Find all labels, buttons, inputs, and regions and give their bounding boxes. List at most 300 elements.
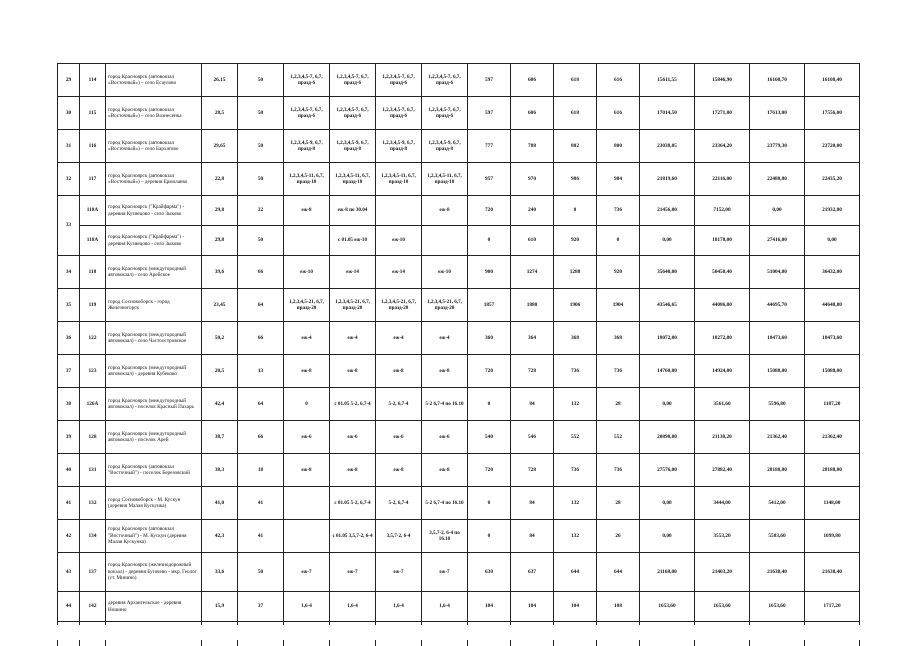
table-row [58,64,860,97]
amount-period-3: 28188,80 [750,454,805,487]
table-row [58,421,860,454]
row-number: 29 [58,64,80,97]
schedule-period-4: еж-4 [422,322,468,355]
table-row [58,226,860,256]
route-code: 128 [80,421,106,454]
row-number: 35 [58,289,80,322]
row-number: 40 [58,454,80,487]
schedule-period-2: еж-8 [330,454,376,487]
route-code: 123 [80,355,106,388]
amount-period-2: 17271,00 [695,97,750,130]
seat-capacity: 50 [238,163,284,196]
amount-period-1: 21456,00 [640,196,695,226]
amount-period-1: 0,00 [640,487,695,520]
schedule-period-4: 1,2,3,4,5-9, 6,7, празд-8 [422,130,468,163]
trips-period-4: 644 [597,553,640,592]
table-row [58,388,860,421]
schedule-period-3: 1,2,3,4,5-9, 6,7, празд-8 [376,130,422,163]
schedule-period-3: еж-7 [376,553,422,592]
schedule-period-3: еж-6 [376,421,422,454]
seat-capacity: 22 [238,196,284,226]
table-row [58,196,860,226]
amount-period-4: 1717,20 [805,592,860,622]
schedule-table-body [58,64,860,646]
amount-period-2: 3444,00 [695,487,750,520]
route-code: 117 [80,163,106,196]
route-name: деревня Архангельское - деревня Ношино [106,592,202,622]
route-name: город Красноярск (автовокзал «Восточный») – село Вознесенка [106,97,202,130]
trips-period-4: 28 [597,388,640,421]
trips-period-2: 728 [511,355,554,388]
amount-period-3: 51004,80 [750,256,805,289]
amount-period-2: 7152,00 [695,196,750,226]
schedule-period-2: 1,2,3,4,5-11, 6,7, празд-10 [330,163,376,196]
schedule-period-3 [376,196,422,226]
row-number: 31 [58,130,80,163]
schedule-period-1 [284,520,330,553]
trips-period-3: 0 [554,196,597,226]
schedule-period-4: 5-2 6,7-4 по 16.10 [422,487,468,520]
amount-period-3: 16160,70 [750,64,805,97]
schedule-period-3: еж-8 [376,355,422,388]
table-row [58,454,860,487]
row-number: 37 [58,355,80,388]
amount-period-4: 1099,80 [805,520,860,553]
table-row [58,289,860,322]
schedule-period-1: 1,2,3,4,5-11, 6,7, празд-10 [284,163,330,196]
amount-period-3: 44695,70 [750,289,805,322]
amount-period-4: 28188,80 [805,454,860,487]
trips-period-4: 1904 [597,289,640,322]
distance-km: 39,6 [202,256,238,289]
row-number: 38 [58,388,80,421]
schedule-period-1: 1,2,3,4,5-7, 6,7, празд-6 [284,97,330,130]
route-name: город Красноярск (междугородный автовокзал) - село Частоостровское [106,322,202,355]
trips-period-1: 720 [468,196,511,226]
amount-period-1: 23038,05 [640,130,695,163]
schedule-period-1: 1,2,3,4,5-21, 6,7, празд-20 [284,289,330,322]
distance-km: 38,7 [202,421,238,454]
schedule-period-1: еж-10 [284,256,330,289]
trips-period-4: 736 [597,196,640,226]
seat-capacity: 50 [238,97,284,130]
schedule-period-4: 1,6-4 [422,592,468,622]
row-number: 30 [58,97,80,130]
trips-period-4: 108 [597,592,640,622]
trips-period-4: 28 [597,487,640,520]
schedule-period-4: еж-6 [422,421,468,454]
table-row [58,355,860,388]
schedule-period-4: еж-7 [422,553,468,592]
amount-period-1: 20898,00 [640,421,695,454]
schedule-period-4: 1,2,3,4,5-7, 6,7, празд-6 [422,97,468,130]
seat-capacity: 50 [238,553,284,592]
schedule-period-4: еж-8 [422,454,468,487]
trips-period-2: 84 [511,520,554,553]
seat-capacity: 66 [238,421,284,454]
trips-period-2: 104 [511,592,554,622]
schedule-period-1 [284,487,330,520]
amount-period-3: 27416,00 [750,226,805,256]
route-name: город Красноярск (автовокзал "Восточный") - поселок Березовский [106,454,202,487]
trips-period-1: 597 [468,97,511,130]
schedule-period-4: 1,2,3,4,5-11, 6,7, празд-10 [422,163,468,196]
table-row [58,256,860,289]
route-name: город Сосновоборск - М. Кускун (деревня Малая Кускунка) [106,487,202,520]
schedule-period-3: еж-8 [376,454,422,487]
schedule-period-1: 1,2,3,4,5-9, 6,7, празд-8 [284,130,330,163]
distance-km: 50,2 [202,322,238,355]
trips-period-3: 1906 [554,289,597,322]
schedule-period-2: с 01.05 3,5,7-2, 6-4 [330,520,376,553]
route-code: 126А [80,388,106,421]
schedule-period-2: еж-8 по 30.04 [330,196,376,226]
amount-period-1: 18072,00 [640,322,695,355]
schedule-period-1: еж-7 [284,553,330,592]
amount-period-3: 17613,00 [750,97,805,130]
schedule-period-3: 1,2,3,4,5-7, 6,7, празд-6 [376,97,422,130]
table-row [58,163,860,196]
amount-period-1: 27576,00 [640,454,695,487]
route-code: 122 [80,322,106,355]
trips-period-4: 616 [597,97,640,130]
schedule-period-1: еж-8 [284,355,330,388]
seat-capacity: 41 [238,487,284,520]
schedule-period-4: 5-2 6,7-4 по 16.10 [422,388,468,421]
amount-period-2: 21403,20 [695,553,750,592]
trips-period-4: 552 [597,421,640,454]
trips-period-2: 1274 [511,256,554,289]
route-code: 119 [80,289,106,322]
trips-period-1: 720 [468,355,511,388]
route-name: город Красноярск ("Крайфарма") - деревня Кузнецово - село Зыково [106,226,202,256]
amount-period-1: 1653,60 [640,592,695,622]
amount-period-2: 50450,40 [695,256,750,289]
schedule-period-1: еж-4 [284,322,330,355]
route-name: город Сосновоборск - город Железногорск [106,289,202,322]
trips-period-1: 900 [468,256,511,289]
route-name: город Красноярск (автовокзал «Восточный») – село Бархатово [106,130,202,163]
schedule-period-3: 1,2,3,4,5-7, 6,7, празд-6 [376,64,422,97]
schedule-period-4: еж-10 [422,256,468,289]
seat-capacity: 13 [238,355,284,388]
amount-period-4: 1148,00 [805,487,860,520]
row-number: 34 [58,256,80,289]
trips-period-3: 736 [554,355,597,388]
schedule-period-3: 5-2, 6,7-4 [376,487,422,520]
seat-capacity: 66 [238,256,284,289]
trips-period-1: 540 [468,421,511,454]
trips-period-2: 610 [511,226,554,256]
amount-period-3: 18473,60 [750,322,805,355]
trips-period-3: 104 [554,592,597,622]
amount-period-1: 0,00 [640,226,695,256]
route-code: 132 [80,487,106,520]
trips-period-2: 546 [511,421,554,454]
route-name: город Красноярск (автовокзал "Восточный") - М. Кускун (деревня Малая Кускунка) [106,520,202,553]
amount-period-1: 35640,00 [640,256,695,289]
trips-period-3: 618 [554,64,597,97]
amount-period-2: 22116,00 [695,163,750,196]
amount-period-1: 0,00 [640,520,695,553]
trips-period-1: 777 [468,130,511,163]
distance-km: 23,45 [202,289,238,322]
schedule-period-2: с 01.05 5-2, 6,7-4 [330,487,376,520]
amount-period-3: 21638,40 [750,553,805,592]
amount-period-1: 21168,00 [640,553,695,592]
trips-period-1: 0 [468,226,511,256]
distance-km: 41,0 [202,487,238,520]
row-number: 33 [58,196,80,256]
amount-period-4: 23720,00 [805,130,860,163]
amount-period-1: 17014,50 [640,97,695,130]
distance-km: 42,3 [202,520,238,553]
schedule-period-4: 1,2,3,4,5-21, 6,7, празд-20 [422,289,468,322]
route-name: город Красноярск (железнодорожный вокзал) - деревня Бугачево - мкр. Геолог (ст. Минино) [106,553,202,592]
route-code: 115 [80,97,106,130]
amount-period-3: 23779,30 [750,130,805,163]
amount-period-4: 0,00 [805,226,860,256]
row-number: 39 [58,421,80,454]
amount-period-2: 21130,20 [695,421,750,454]
trips-period-2: 788 [511,130,554,163]
trips-period-2: 84 [511,487,554,520]
trips-period-4: 616 [597,64,640,97]
amount-period-2: 27882,40 [695,454,750,487]
schedule-period-3: 1,6-4 [376,592,422,622]
schedule-period-3: еж-4 [376,322,422,355]
trips-period-2: 84 [511,388,554,421]
trips-period-3: 618 [554,97,597,130]
distance-km: 15,9 [202,592,238,622]
seat-capacity: 64 [238,289,284,322]
seat-capacity: 64 [238,388,284,421]
amount-period-3: 0,00 [750,196,805,226]
amount-period-4: 21638,40 [805,553,860,592]
trips-period-1: 0 [468,388,511,421]
schedule-period-1 [284,226,330,256]
amount-period-2: 3553,20 [695,520,750,553]
amount-period-3: 5596,80 [750,388,805,421]
trips-period-1: 630 [468,553,511,592]
schedule-period-2: еж-6 [330,421,376,454]
amount-period-4: 21932,80 [805,196,860,226]
table-row [58,520,860,553]
amount-period-2: 1653,60 [695,592,750,622]
distance-km: 28,5 [202,97,238,130]
seat-capacity: 50 [238,226,284,256]
amount-period-4: 16108,40 [805,64,860,97]
schedule-period-2: 1,2,3,4,5-7, 6,7, празд-6 [330,64,376,97]
row-number: 43 [58,553,80,592]
amount-period-4: 22435,20 [805,163,860,196]
schedule-period-1: 1,2,3,4,5-7, 6,7, празд-6 [284,64,330,97]
schedule-period-2: с 01.05 еж-10 [330,226,376,256]
schedule-period-1: еж-6 [284,421,330,454]
trips-period-4: 368 [597,322,640,355]
amount-period-2: 23364,20 [695,130,750,163]
row-number: 32 [58,163,80,196]
schedule-period-1: 1,6-4 [284,592,330,622]
schedule-period-2: еж-14 [330,256,376,289]
schedule-period-2: еж-4 [330,322,376,355]
seat-capacity: 37 [238,592,284,622]
row-number: 42 [58,520,80,553]
schedule-period-3: 1,2,3,4,5-21, 6,7, празд-20 [376,289,422,322]
distance-km: 33,6 [202,553,238,592]
schedule-period-1: 0 [284,388,330,421]
route-code: 134 [80,520,106,553]
trips-period-3: 986 [554,163,597,196]
table-row [58,592,860,622]
route-name: город Красноярск (междугородный автовокзал) - поселок Арей [106,421,202,454]
amount-period-3: 5412,00 [750,487,805,520]
route-code: 118 [80,256,106,289]
schedule-period-4 [422,226,468,256]
schedule-period-2: еж-8 [330,355,376,388]
schedule-period-4: еж-8 [422,355,468,388]
schedule-period-3: 3,5,7-2, 6-4 [376,520,422,553]
table-row [58,130,860,163]
amount-period-2: 18272,80 [695,322,750,355]
amount-period-2: 15846,90 [695,64,750,97]
trips-period-2: 970 [511,163,554,196]
amount-period-2: 18178,00 [695,226,750,256]
seat-capacity: 66 [238,322,284,355]
schedule-period-4: 1,2,3,4,5-7, 6,7, празд-6 [422,64,468,97]
amount-period-4: 18473,60 [805,322,860,355]
trips-period-4: 920 [597,256,640,289]
schedule-period-4: еж-8 [422,196,468,226]
trips-period-2: 606 [511,64,554,97]
seat-capacity: 50 [238,64,284,97]
row-number: 36 [58,322,80,355]
amount-period-2: 3561,60 [695,388,750,421]
schedule-period-2: 1,6-4 [330,592,376,622]
schedule-period-2: еж-7 [330,553,376,592]
amount-period-4: 17556,00 [805,97,860,130]
seat-capacity: 41 [238,520,284,553]
amount-period-4: 36432,00 [805,256,860,289]
route-code: 118А [80,226,106,256]
trips-period-1: 0 [468,487,511,520]
route-code: 131 [80,454,106,487]
trips-period-1: 720 [468,454,511,487]
route-name: город Красноярск (автовокзал «Восточный») – село Есаулово [106,64,202,97]
distance-km: 29,8 [202,196,238,226]
route-name: город Красноярск (автовокзал «Восточный») – деревня Ермолаево [106,163,202,196]
schedule-period-1: еж-8 [284,196,330,226]
route-code: 142 [80,592,106,622]
trips-period-2: 637 [511,553,554,592]
trips-period-1: 0 [468,520,511,553]
trips-period-3: 1288 [554,256,597,289]
trips-period-3: 920 [554,226,597,256]
amount-period-3: 21362,40 [750,421,805,454]
trips-period-4: 0 [597,226,640,256]
amount-period-2: 14924,00 [695,355,750,388]
route-name: город Красноярск (междугородный автовокзал) - деревня Кубеково [106,355,202,388]
amount-period-3: 1653,60 [750,592,805,622]
trips-period-4: 26 [597,520,640,553]
trips-period-3: 132 [554,388,597,421]
trips-period-3: 644 [554,553,597,592]
table-row [58,97,860,130]
trips-period-2: 606 [511,97,554,130]
route-name: город Красноярск (междугородный автовокзал) - поселок Красный Пахарь [106,388,202,421]
distance-km: 26,15 [202,64,238,97]
trips-period-3: 802 [554,130,597,163]
schedule-period-3: 1,2,3,4,5-11, 6,7, празд-10 [376,163,422,196]
trips-period-2: 364 [511,322,554,355]
trips-period-4: 984 [597,163,640,196]
distance-km: 29,65 [202,130,238,163]
schedule-period-2: 1,2,3,4,5-7, 6,7, празд-6 [330,97,376,130]
distance-km: 20,5 [202,355,238,388]
distance-km: 29,8 [202,226,238,256]
amount-period-1: 14760,00 [640,355,695,388]
trips-period-1: 957 [468,163,511,196]
trips-period-2: 1880 [511,289,554,322]
amount-period-1: 21819,60 [640,163,695,196]
schedule-period-3: еж-10 [376,226,422,256]
distance-km: 38,3 [202,454,238,487]
schedule-period-2: с 01.05 5-2, 6,7-4 [330,388,376,421]
trips-period-3: 368 [554,322,597,355]
row-number: 44 [58,592,80,622]
trips-period-3: 552 [554,421,597,454]
schedule-table-page [57,63,859,646]
amount-period-1: 0,00 [640,388,695,421]
row-number: 41 [58,487,80,520]
trips-period-1: 104 [468,592,511,622]
amount-period-4: 15088,00 [805,355,860,388]
distance-km: 22,8 [202,163,238,196]
amount-period-4: 44648,80 [805,289,860,322]
schedule-period-2: 1,2,3,4,5-9, 6,7, празд-8 [330,130,376,163]
trips-period-2: 240 [511,196,554,226]
amount-period-4: 21362,40 [805,421,860,454]
trips-period-1: 1857 [468,289,511,322]
schedule-table [57,63,860,646]
schedule-period-4: 3,5,7-2, 6-4 по 16.10 [422,520,468,553]
trips-period-3: 132 [554,487,597,520]
route-code: 116 [80,130,106,163]
amount-period-3: 22480,80 [750,163,805,196]
trips-period-4: 736 [597,454,640,487]
seat-capacity: 50 [238,130,284,163]
amount-period-3: 5583,60 [750,520,805,553]
route-name: город Красноярск ("Крайфарма") - деревня Кузнецово - село Зыково [106,196,202,226]
table-row [58,553,860,592]
amount-period-3: 15088,00 [750,355,805,388]
distance-km: 42,4 [202,388,238,421]
trips-period-4: 736 [597,355,640,388]
table-row [58,487,860,520]
table-row [58,322,860,355]
trips-period-2: 728 [511,454,554,487]
amount-period-1: 15611,55 [640,64,695,97]
schedule-period-1: еж-8 [284,454,330,487]
trips-period-1: 597 [468,64,511,97]
schedule-period-3: 5-2, 6,7-4 [376,388,422,421]
amount-period-1: 43546,65 [640,289,695,322]
amount-period-2: 44086,00 [695,289,750,322]
trips-period-3: 132 [554,520,597,553]
schedule-period-2: 1,2,3,4,5-21, 6,7, празд-20 [330,289,376,322]
schedule-period-3: еж-14 [376,256,422,289]
seat-capacity: 18 [238,454,284,487]
